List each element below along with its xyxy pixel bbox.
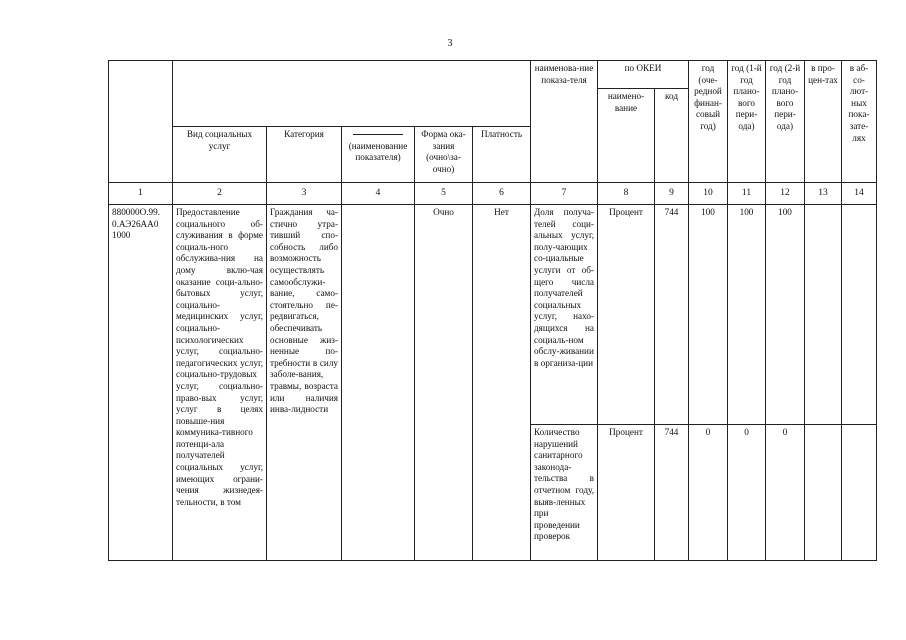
indicator-year-plan1: 0 [728, 425, 766, 561]
page-number: 3 [447, 38, 453, 49]
header-service-type: Вид социальных услуг [173, 127, 267, 183]
header-form: Форма ока-зания (очно\за-очно) [415, 127, 473, 183]
header-indicator-name: наименова-ние показа-теля [531, 61, 598, 183]
column-number: 3 [267, 183, 342, 205]
blank-underline [353, 133, 403, 135]
indicator-name: Количество нарушений санитарного законода-тельства в отчетном году, выяв-ленных при проведении проверок [531, 425, 598, 561]
column-number: 12 [766, 183, 805, 205]
header-okei-code: код [655, 89, 689, 183]
indicator-unit: Процент [598, 205, 655, 425]
row-code: 880000О.99. 0.АЭ26АА0 1000 [109, 205, 173, 561]
column-number: 13 [805, 183, 842, 205]
row-category: Граждания ча-стично утра-тивший спо-собность либо возможность осуществлять самообслужи-вание, само-стоятельно пе-редвигаться, обеспечивать основные жиз-ненные по-требности в силу заболе-вания, травмы, возраста или наличия инва-лидности [267, 205, 342, 561]
indicator-year-plan2: 100 [766, 205, 805, 425]
column-number: 10 [689, 183, 728, 205]
row-service-type: Предоставление социального об-служивания в форме социаль-ного обслужива-ния на дому вклю-чая оказание соци-ально-бытовых услуг, социально-медицинских услуг, социально-психологических услуг, социально-педагогических услуг, социально-трудовых услуг, социально-право-вых услуг, услуг в целях повыше-ния коммуника-тивного потенци-ала получателей социальных услуг, имеющих ограни-чения жизнедея-тельности, в том [173, 205, 267, 561]
indicator-year-current: 0 [689, 425, 728, 561]
header-category: Категория [267, 127, 342, 183]
column-number: 9 [655, 183, 689, 205]
indicator-percent-empty [805, 425, 842, 561]
row-payment: Нет [473, 205, 531, 561]
header-cell-code [109, 61, 173, 183]
indicator-unit: Процент [598, 425, 655, 561]
header-in-percent: в про-цен-тах [805, 61, 842, 183]
header-year-plan1: год (1-й год плано-вого пери-ода) [728, 61, 766, 183]
column-number: 11 [728, 183, 766, 205]
indicator-absolute-empty [842, 205, 877, 425]
header-col4-label: (наименование показателя) [348, 140, 408, 163]
column-number: 14 [842, 183, 877, 205]
header-indicator-col4 [342, 127, 415, 183]
indicator-year-current: 100 [689, 205, 728, 425]
indicator-year-plan1: 100 [728, 205, 766, 425]
indicator-percent-empty [805, 205, 842, 425]
header-okei-name: наимено-вание [598, 89, 655, 183]
indicator-code: 744 [655, 425, 689, 561]
column-number: 6 [473, 183, 531, 205]
column-number: 5 [415, 183, 473, 205]
row-form: Очно [415, 205, 473, 561]
indicator-year-plan2: 0 [766, 425, 805, 561]
column-number: 7 [531, 183, 598, 205]
row-col4-empty [342, 205, 415, 561]
column-number: 1 [109, 183, 173, 205]
header-cell-service-group [173, 61, 531, 127]
service-quality-table [108, 60, 877, 561]
indicator-name: Доля получа-телей соци-альных услуг, полу-чающих со-циальные услуги от об-щего числа получателей социальных услуг, нахо-дящихся на социаль-ном обслу-живании в организа-ции [531, 205, 598, 425]
column-number: 2 [173, 183, 267, 205]
header-payment: Платность [473, 127, 531, 183]
indicator-absolute-empty [842, 425, 877, 561]
column-number: 4 [342, 183, 415, 205]
column-number: 8 [598, 183, 655, 205]
header-year-plan2: год (2-й год плано-вого пери-ода) [766, 61, 805, 183]
header-okei: по ОКЕИ [598, 61, 689, 89]
indicator-code: 744 [655, 205, 689, 425]
header-in-absolute: в аб-со-лют-ных пока-зате-лях [842, 61, 877, 183]
header-year-current: год (оче-редной финан-совый год) [689, 61, 728, 183]
